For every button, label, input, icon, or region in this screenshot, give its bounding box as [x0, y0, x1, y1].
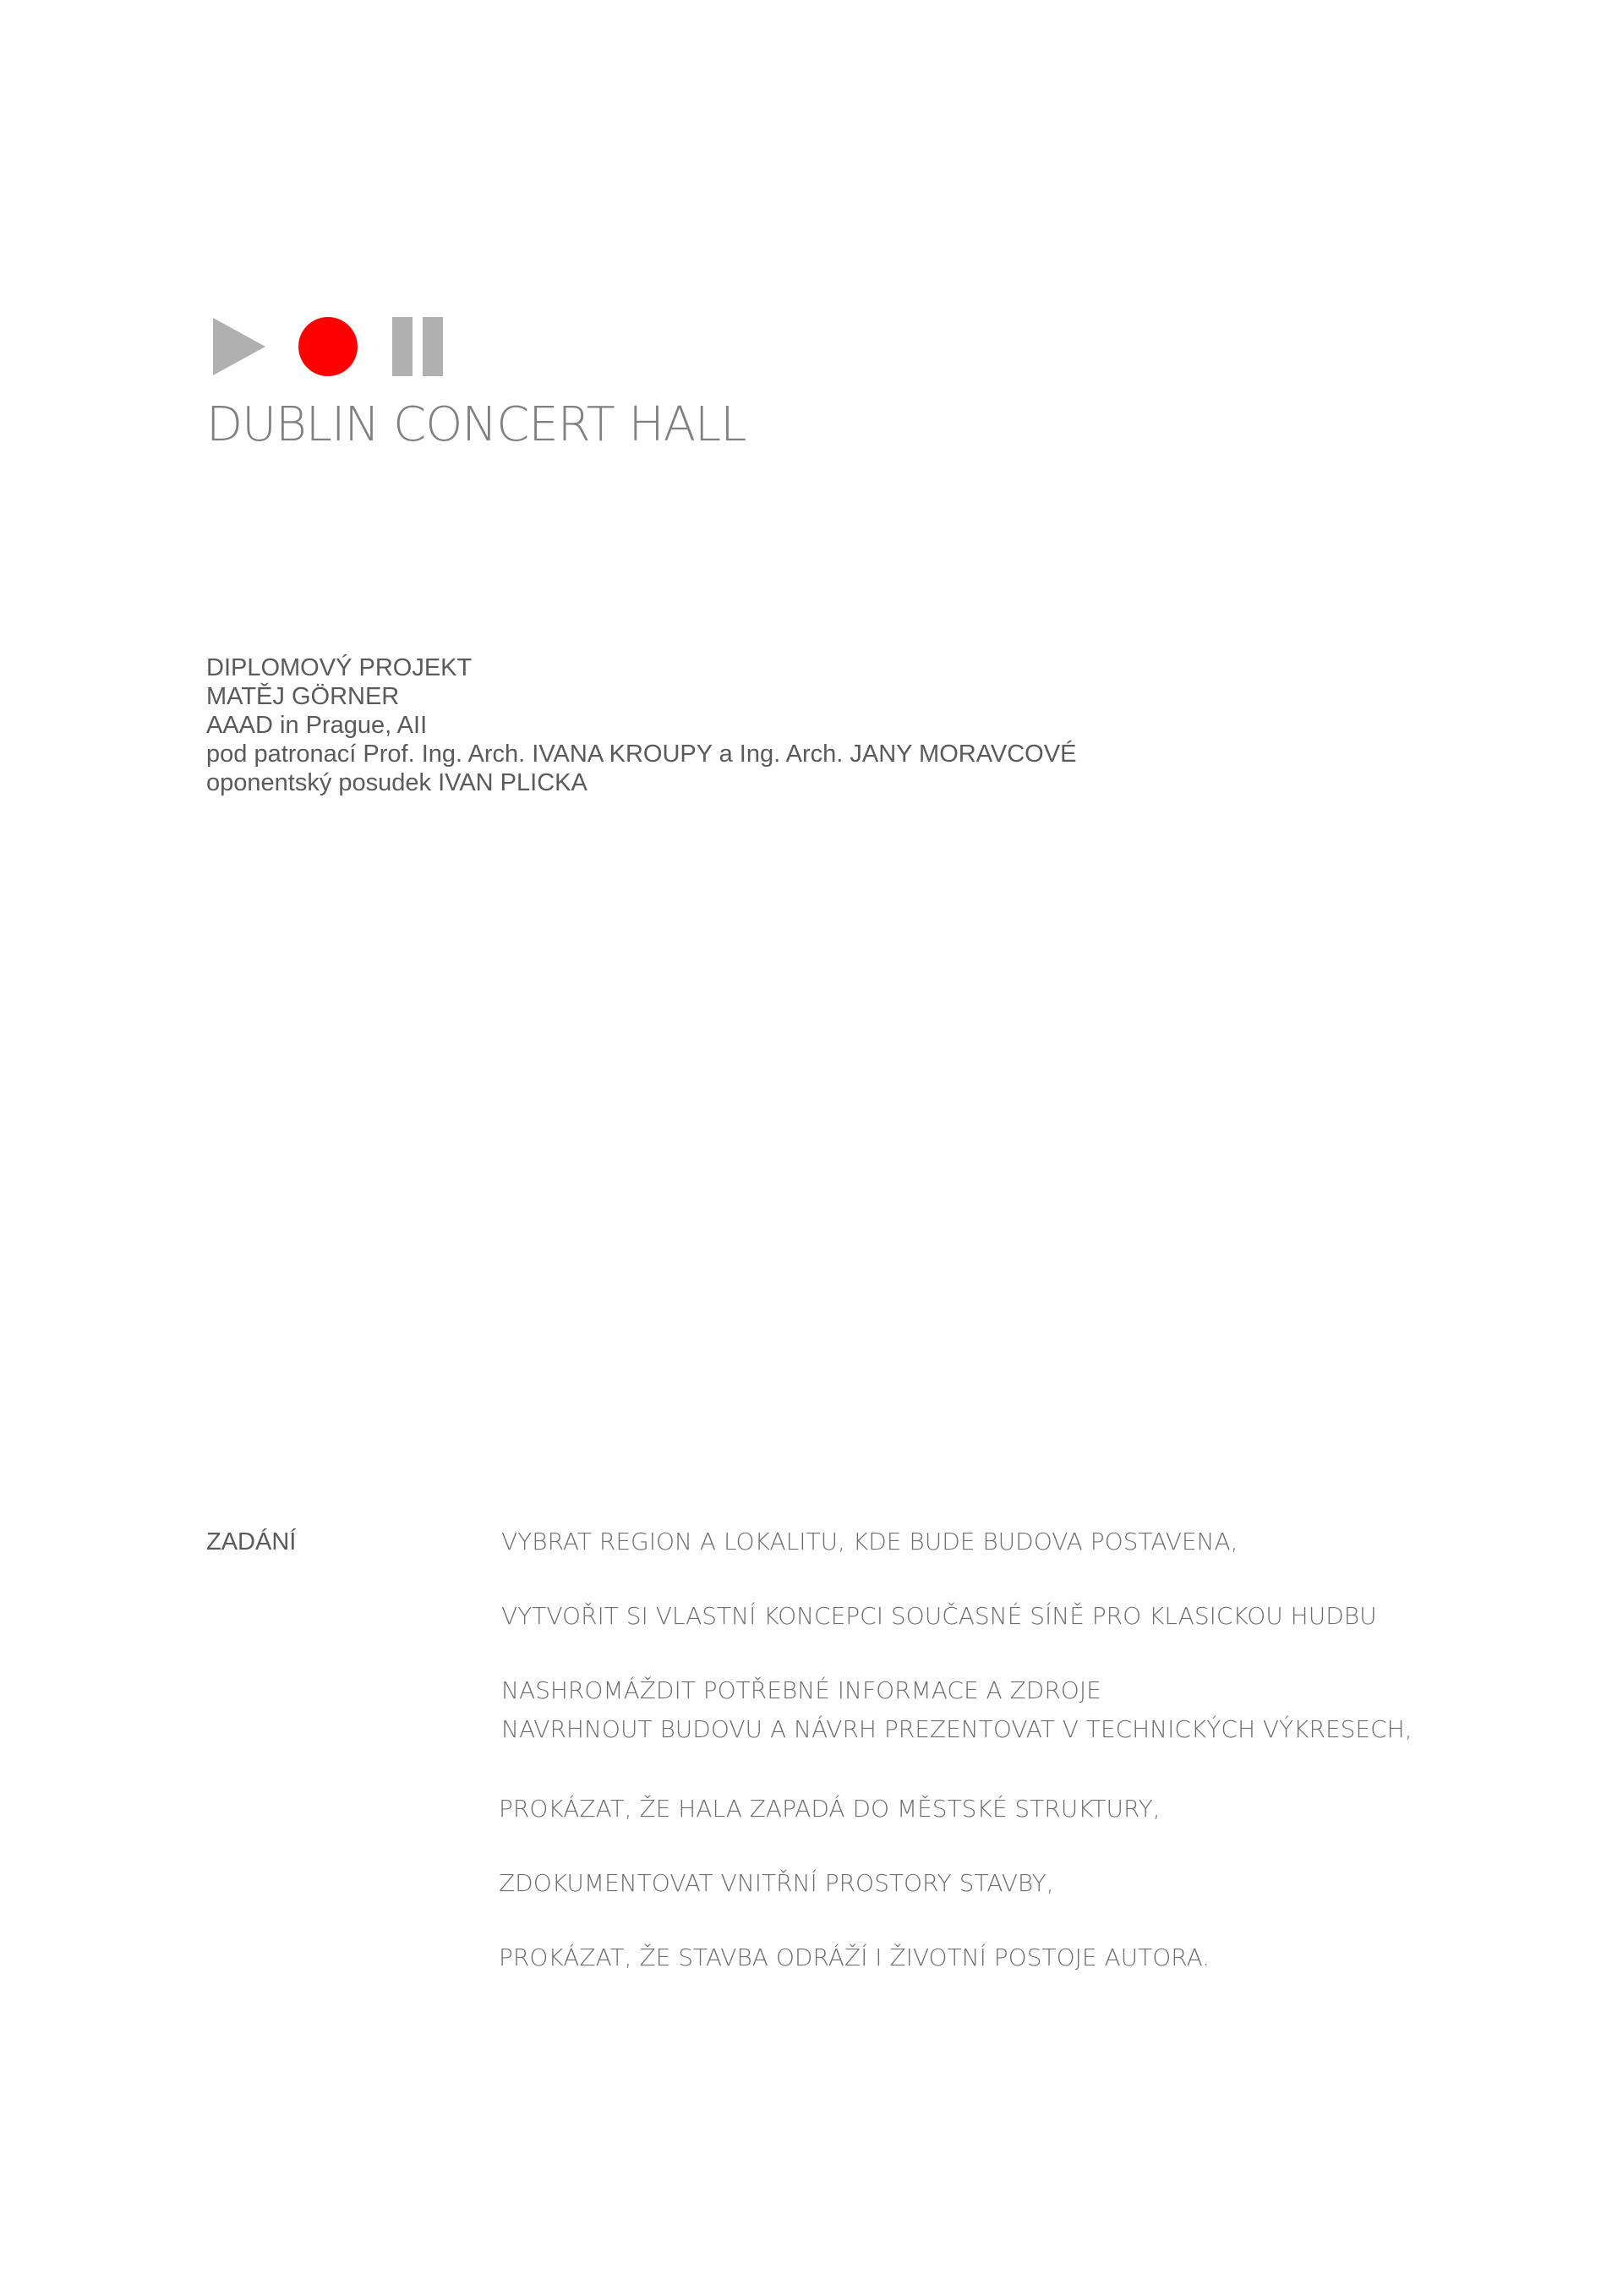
assignment-item: PROKÁZAT, ŽE HALA ZAPADÁ DO MĚSTSKÉ STRUKTURY,	[499, 1795, 1161, 1823]
project-info	[206, 653, 1076, 797]
pause-icon-bar-left	[392, 317, 413, 376]
pause-icon-bar-right	[423, 317, 443, 376]
reviewer: oponentský posudek IVAN PLICKA	[206, 769, 587, 796]
assignment-item: NAVRHNOUT BUDOVU A NÁVRH PREZENTOVAT V TECHNICKÝCH VÝKRESECH,	[501, 1715, 1413, 1743]
record-icon	[298, 317, 358, 376]
project-title: DUBLIN CONCERT HALL	[206, 397, 746, 452]
assignment-item: NASHROMÁŽDIT POTŘEBNÉ INFORMACE A ZDROJE	[501, 1676, 1101, 1704]
school-name: AAAD in Prague, AII	[206, 712, 428, 739]
play-icon	[213, 318, 265, 375]
assignment-label: ZADÁNÍ	[206, 1528, 297, 1555]
assignment-item: VYTVOŘIT SI VLASTNÍ KONCEPCI SOUČASNÉ SÍNĚ PRO KLASICKOU HUDBU	[501, 1602, 1377, 1630]
project-type: DIPLOMOVÝ PROJEKT	[206, 654, 473, 681]
play-record-pause-logo	[213, 315, 450, 378]
author-name: MATĚJ GÖRNER	[206, 683, 400, 710]
assignment-item: VYBRAT REGION A LOKALITU, KDE BUDE BUDOVA POSTAVENA,	[501, 1528, 1238, 1555]
assignment-item: PROKÁZAT, ŽE STAVBA ODRÁŽÍ I ŽIVOTNÍ POSTOJE AUTORA.	[499, 1943, 1210, 1971]
supervisors: pod patronací Prof. Ing. Arch. IVANA KROUPY a Ing. Arch. JANY MORAVCOVÉ	[206, 741, 1077, 768]
assignment-item: ZDOKUMENTOVAT VNITŘNÍ PROSTORY STAVBY,	[499, 1869, 1054, 1897]
